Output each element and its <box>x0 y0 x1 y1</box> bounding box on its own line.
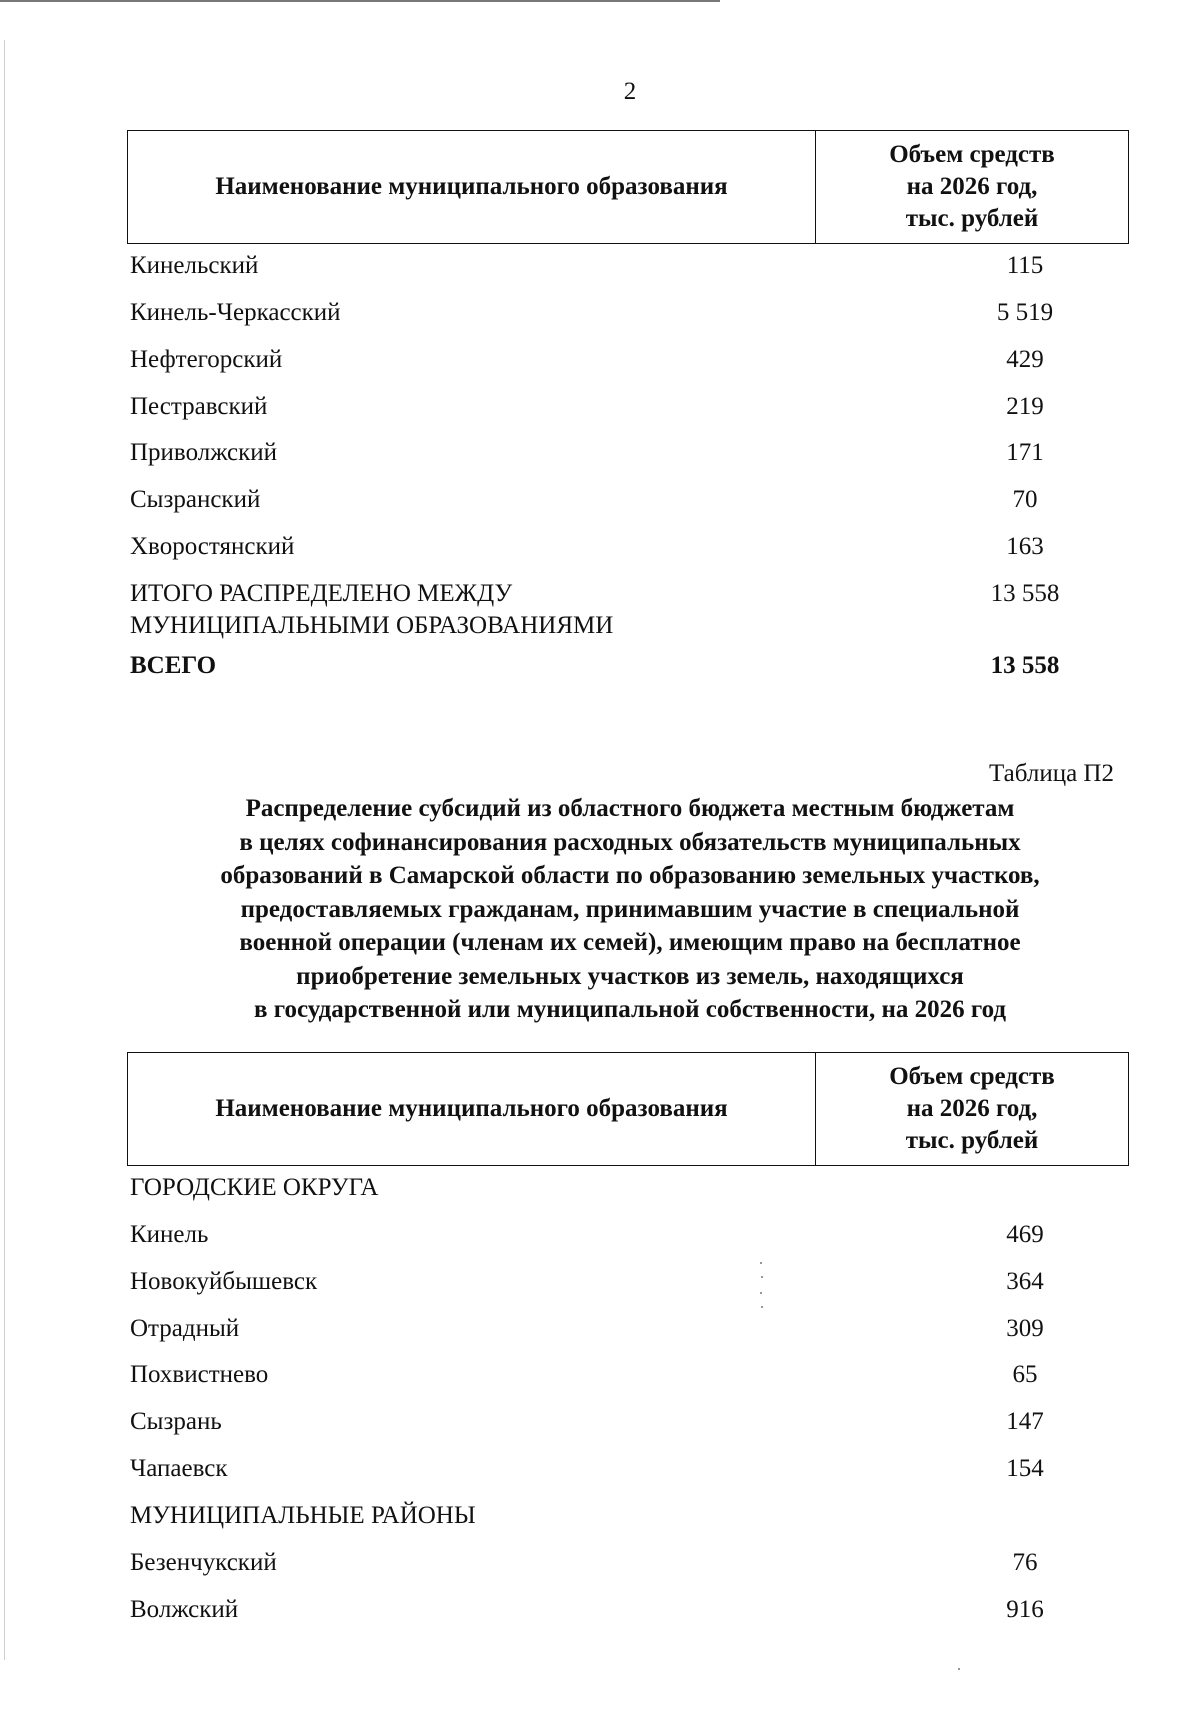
scan-speck <box>760 1292 762 1294</box>
table1-header-name: Наименование муниципального образования <box>128 131 816 243</box>
row-value: 364 <box>1006 1268 1044 1295</box>
row-name: Кинель-Черкасский <box>130 299 341 326</box>
row-name: Приволжский <box>130 439 278 466</box>
subtotal-name-line: ИТОГО РАСПРЕДЕЛЕНО МЕЖДУ <box>130 580 513 607</box>
table2-title-line: в государственной или муниципальной собственности, на 2026 год <box>253 996 1007 1023</box>
table2-title-line: Распределение субсидий из областного бюджета местным бюджетам <box>245 795 1015 822</box>
table1-header-value-line: тыс. рублей <box>905 205 1039 232</box>
scan-speck <box>761 1306 763 1308</box>
row-value: 429 <box>1006 346 1044 373</box>
table1-header-value-line: на 2026 год, <box>906 173 1038 200</box>
total-value: 13 558 <box>990 652 1060 679</box>
page-number: 2 <box>623 78 637 105</box>
table2-title-line: образований в Самарской области по образованию земельных участков, <box>220 862 1040 889</box>
row-value: 163 <box>1006 533 1044 560</box>
total-name: ВСЕГО <box>130 652 217 679</box>
row-value: 76 <box>1012 1549 1038 1576</box>
row-value: 171 <box>1006 439 1044 466</box>
section-title: МУНИЦИПАЛЬНЫЕ РАЙОНЫ <box>130 1502 476 1529</box>
row-name: Чапаевск <box>130 1455 228 1482</box>
row-value: 115 <box>1006 252 1044 279</box>
row-name: Отрадный <box>130 1315 240 1342</box>
row-name: Новокуйбышевск <box>130 1268 318 1295</box>
row-value: 147 <box>1006 1408 1044 1435</box>
row-name: Кинельский <box>130 252 259 279</box>
scan-speck <box>760 1262 762 1264</box>
section-title: ГОРОДСКИЕ ОКРУГА <box>130 1174 379 1201</box>
table2-header-value-line: на 2026 год, <box>906 1095 1038 1122</box>
row-name: Кинель <box>130 1221 209 1248</box>
scan-speck <box>761 1276 763 1278</box>
subtotal-name-line: МУНИЦИПАЛЬНЫМИ ОБРАЗОВАНИЯМИ <box>130 612 614 639</box>
row-value: 309 <box>1006 1315 1044 1342</box>
row-name: Нефтегорский <box>130 346 283 373</box>
row-name: Волжский <box>130 1596 239 1623</box>
row-value: 65 <box>1012 1361 1038 1388</box>
scan-speck <box>958 1668 960 1670</box>
table1-header-value <box>816 131 1128 243</box>
table2-title-line: в целях софинансирования расходных обязательств муниципальных <box>239 828 1021 856</box>
table2-header-value-line: тыс. рублей <box>905 1127 1039 1154</box>
table2-label: Таблица П2 <box>989 760 1114 787</box>
table2-title-line: приобретение земельных участков из земель, находящихся <box>296 962 964 990</box>
row-name: Безенчукский <box>130 1549 277 1576</box>
row-value: 916 <box>1006 1596 1044 1623</box>
row-name: Хворостянский <box>130 533 295 560</box>
row-name: Сызрань <box>130 1408 222 1435</box>
table2-header-value <box>816 1053 1128 1165</box>
row-value: 469 <box>1006 1221 1044 1248</box>
row-value: 154 <box>1006 1455 1044 1482</box>
table2-header <box>127 1052 1129 1166</box>
table1-header-value-line: Объем средств <box>889 141 1055 168</box>
row-value: 70 <box>1012 486 1038 513</box>
scan-edge-left <box>4 40 5 1660</box>
table2-title-line: предоставляемых гражданам, принимавшим участие в специальной <box>240 895 1020 923</box>
row-value: 219 <box>1006 393 1044 420</box>
table1-header <box>127 130 1129 244</box>
subtotal-name <box>130 578 770 642</box>
row-name: Похвистнево <box>130 1361 269 1388</box>
row-name: Пестравский <box>130 393 268 420</box>
row-value: 5 519 <box>996 299 1054 326</box>
table2-title-line: военной операции (членам их семей), имеющим право на бесплатное <box>239 929 1021 956</box>
scan-edge-top <box>0 0 720 2</box>
table2-header-value-line: Объем средств <box>889 1063 1055 1090</box>
row-name: Сызранский <box>130 486 261 513</box>
subtotal-value: 13 558 <box>990 580 1060 607</box>
table2-header-name: Наименование муниципального образования <box>128 1053 816 1165</box>
table2-title <box>120 792 1140 1027</box>
